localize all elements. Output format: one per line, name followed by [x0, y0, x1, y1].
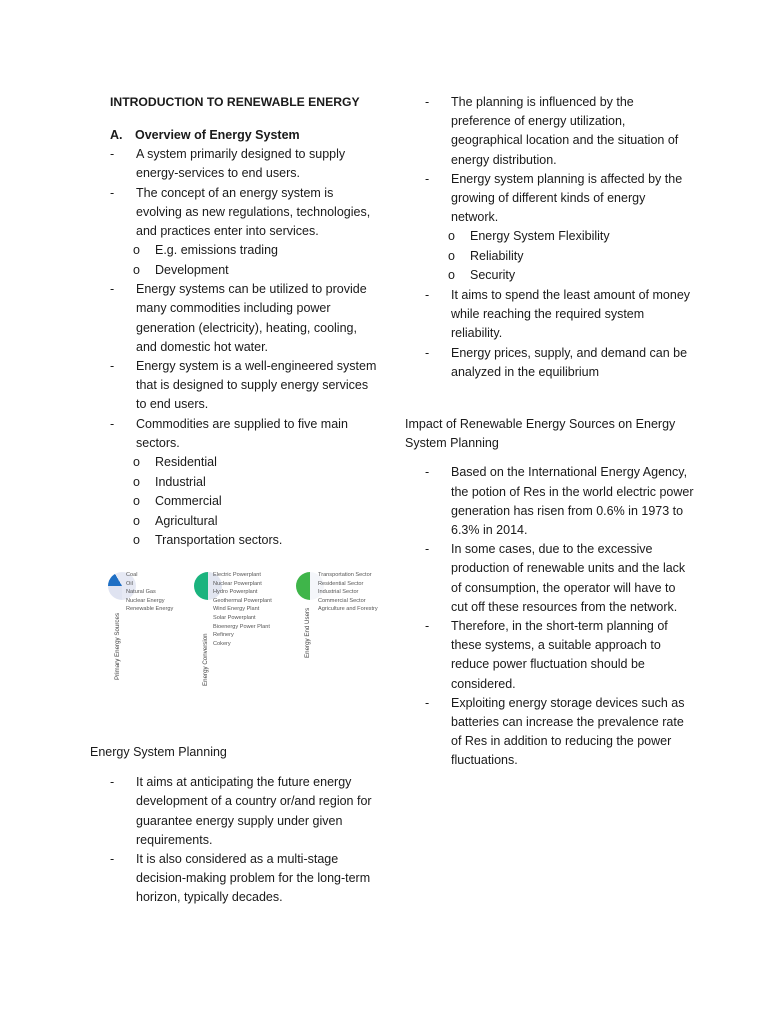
- list-item-text: A system primarily designed to supply energy-services to end users.: [136, 147, 346, 181]
- legend-item: Renewable Energy: [126, 606, 174, 613]
- energy-system-figure: [108, 568, 380, 688]
- section-heading-text: Overview of Energy System: [135, 128, 300, 142]
- list-item-text: It is also considered as a multi-stage decision-making problem for the long-term horizon, typically decades.: [136, 852, 371, 905]
- legend-item: Solar Powerplant: [213, 614, 256, 621]
- sub-list-item: [425, 247, 695, 267]
- sectors-list: [110, 453, 380, 551]
- sub-list: [110, 241, 380, 280]
- list-item: [425, 170, 695, 228]
- list-item: [110, 280, 380, 357]
- section-a-heading: [110, 126, 380, 145]
- legend-item: Wind Energy Plant: [213, 606, 260, 613]
- legend: [318, 571, 380, 614]
- left-column: [110, 94, 380, 551]
- list-item: [110, 415, 380, 453]
- legend-item: Commercial Sector: [318, 597, 366, 604]
- dash-marker: -: [425, 619, 430, 634]
- list-item: [425, 694, 695, 771]
- planning-heading: Energy System Planning: [90, 745, 227, 759]
- sub-list-item: [110, 473, 380, 493]
- list-item-text: The concept of an energy system is evolving as new regulations, technologies, and practices enter into services.: [136, 185, 371, 239]
- legend-item: Agriculture and Forestry: [318, 606, 378, 613]
- legend: [126, 571, 173, 614]
- overview-list: [110, 145, 380, 241]
- right-column: [425, 93, 695, 382]
- list-item-text: The planning is influenced by the preference of energy utilization, geographical location and the situation of energy distribution.: [451, 95, 679, 167]
- figure-panel-primary-sources: [108, 568, 193, 688]
- list-item: [110, 184, 380, 242]
- list-item: [110, 850, 380, 908]
- dash-marker: -: [425, 345, 430, 360]
- sub-item-text: Energy System Flexibility: [470, 229, 610, 244]
- dash-marker: -: [110, 147, 115, 162]
- legend-item: Refinery: [213, 632, 234, 639]
- impact-section: [405, 415, 695, 771]
- sub-list-item: [110, 512, 380, 532]
- list-item-text: Energy systems can be utilized to provide many commodities including power generation (electricity), heating, cooling, and domestic hot water.: [136, 282, 367, 354]
- list-item: [425, 617, 695, 694]
- list-item: [110, 773, 380, 850]
- list-item-text: Therefore, in the short-term planning of these systems, a suitable approach to reduce power fluctuation should be considered.: [451, 619, 668, 691]
- list-item-text: Based on the International Energy Agency, the potion of Res in the world electric power generation has risen from 0.6% in 1973 to 6.3% in 2014.: [451, 465, 694, 538]
- dash-marker: -: [425, 287, 430, 302]
- circle-marker: o: [448, 248, 455, 263]
- circle-marker: o: [133, 262, 140, 277]
- legend-item: Transportation Sector: [318, 572, 372, 578]
- legend-item: Residential Sector: [318, 580, 364, 587]
- overview-list-continued: [110, 280, 380, 453]
- planning-list: [110, 773, 380, 907]
- circle-marker: o: [133, 494, 140, 509]
- figure-panel-end-users: [296, 568, 380, 688]
- dash-marker: -: [110, 282, 115, 297]
- list-item-text: It aims at anticipating the future energy development of a country or/and region for guarantee energy supply under given requirements.: [136, 775, 372, 847]
- planning-list-more: [425, 286, 695, 382]
- sub-list-item: [110, 241, 380, 261]
- document-title: INTRODUCTION TO RENEWABLE ENERGY: [110, 95, 360, 109]
- legend-item: Hydro Powerplant: [213, 589, 258, 596]
- dash-marker: -: [425, 171, 430, 186]
- list-item-text: It aims to spend the least amount of money while reaching the required system reliability.: [451, 287, 691, 341]
- legend: [213, 571, 272, 648]
- circle-marker: o: [448, 268, 455, 283]
- sub-item-text: Commercial: [155, 494, 222, 509]
- circle-marker: o: [133, 533, 140, 548]
- axis-label: Primary Energy Sources: [114, 612, 121, 680]
- sub-item-text: Reliability: [470, 248, 524, 263]
- list-item: [425, 93, 695, 170]
- circle-marker: o: [448, 229, 455, 244]
- legend-item: Geothermal Powerplant: [213, 597, 272, 604]
- planning-list-continued: [425, 93, 695, 227]
- dash-marker: -: [425, 465, 430, 480]
- list-item: [110, 145, 380, 183]
- sub-list-item: [110, 453, 380, 473]
- dash-marker: -: [110, 359, 115, 374]
- list-item: [425, 540, 695, 617]
- sub-item-text: Development: [155, 262, 229, 277]
- legend-item: Cokery: [213, 640, 231, 647]
- list-item-text: In some cases, due to the excessive production of renewable units and the lack of consumption, the operator will have to cut off these resources from the network.: [451, 542, 686, 614]
- sub-list-item: [110, 261, 380, 281]
- planning-section: [90, 743, 380, 908]
- list-item-text: Energy prices, supply, and demand can be analyzed in the equilibrium: [451, 345, 688, 379]
- sub-list-item: [425, 227, 695, 247]
- dash-marker: -: [110, 852, 115, 867]
- circle-marker: o: [133, 474, 140, 489]
- impact-list: [425, 463, 695, 770]
- sub-item-text: Industrial: [155, 474, 206, 489]
- list-item-text: Exploiting energy storage devices such as batteries can increase the prevalence rate of Res in addition to reducing the power fluctuations.: [451, 695, 685, 768]
- sub-list-item: [110, 492, 380, 512]
- dash-marker: -: [110, 775, 115, 790]
- section-letter: A.: [110, 128, 123, 142]
- legend-item: Natural Gas: [126, 589, 156, 596]
- sub-list-item: [425, 266, 695, 286]
- impact-heading: Impact of Renewable Energy Sources on Energy System Planning: [405, 417, 676, 451]
- sub-list-item: [110, 531, 380, 551]
- sub-item-text: E.g. emissions trading: [155, 243, 278, 258]
- sub-item-text: Transportation sectors.: [155, 533, 283, 548]
- sub-item-text: Security: [470, 268, 516, 283]
- dash-marker: -: [110, 185, 115, 200]
- list-item: [425, 463, 695, 540]
- legend-item: Industrial Sector: [318, 589, 359, 596]
- list-item: [110, 357, 380, 415]
- legend-item: Nuclear Energy: [126, 597, 165, 604]
- network-aspects-list: [425, 227, 695, 286]
- list-item-text: Commodities are supplied to five main sectors.: [136, 416, 348, 450]
- figure-panel-conversion: [194, 568, 294, 688]
- legend-item: Bioenergy Power Plant: [213, 623, 270, 630]
- list-item: [425, 286, 695, 344]
- legend-item: Oil: [126, 580, 133, 587]
- axis-label: Energy End Users: [304, 607, 311, 658]
- list-item: [425, 344, 695, 382]
- circle-marker: o: [133, 513, 140, 528]
- legend-item: Electric Powerplant: [213, 572, 261, 578]
- circle-marker: o: [133, 455, 140, 470]
- dash-marker: -: [110, 416, 115, 431]
- list-item-text: Energy system is a well-engineered system that is designed to supply energy services to end users.: [136, 359, 377, 412]
- sub-item-text: Residential: [155, 455, 217, 470]
- dash-marker: -: [425, 542, 430, 557]
- axis-label: Energy Conversion: [202, 633, 209, 686]
- list-item-text: Energy system planning is affected by the growing of different kinds of energy network.: [451, 171, 683, 225]
- circle-marker: o: [133, 243, 140, 258]
- legend-item: Nuclear Powerplant: [213, 580, 262, 587]
- sub-item-text: Agricultural: [155, 513, 218, 528]
- legend-item: Coal: [126, 572, 138, 578]
- dash-marker: -: [425, 95, 430, 109]
- dash-marker: -: [425, 695, 430, 710]
